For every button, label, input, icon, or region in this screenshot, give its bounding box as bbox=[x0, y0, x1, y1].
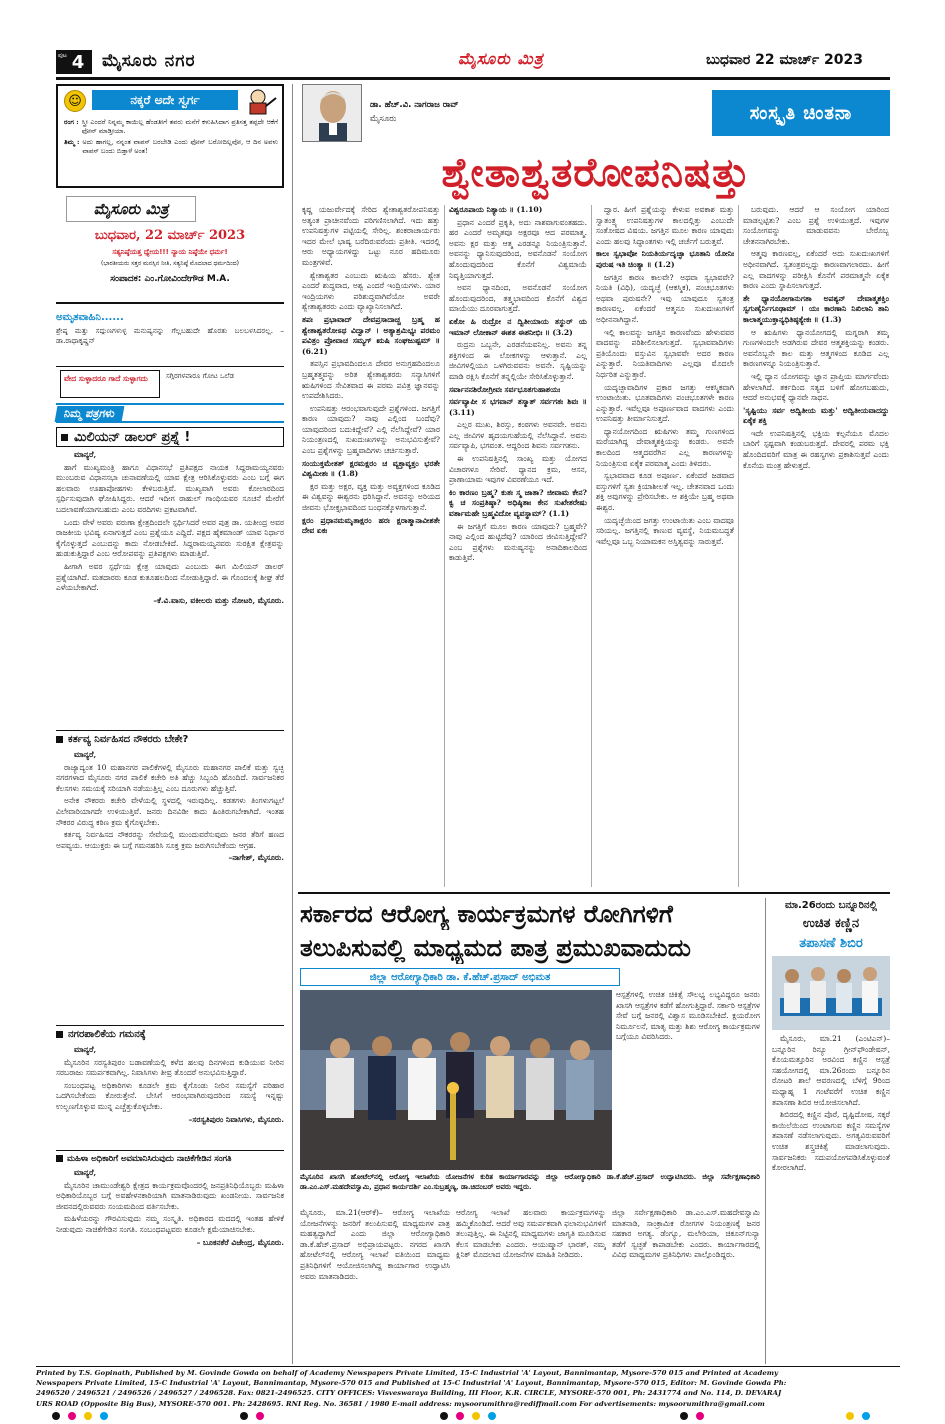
feature-column-2 bbox=[449, 205, 587, 887]
page-number: 4 bbox=[71, 51, 85, 73]
feature-paragraph: ಅವನ ಧ್ಯಾನದಿಂದ, ಅವನೊಡನೆ ಸಂಯೋಗ ಹೊಂದುವುದರಿಂದ, ತತ್ತ್ವಭಾವದಿಂದ ಕೊನೆಗೆ ವಿಶ್ವದ ಮಾಯೆಯು ದೂರವಾಗುತ್ತದೆ. bbox=[449, 283, 587, 314]
registration-dot bbox=[68, 1412, 76, 1420]
feature-paragraph: ಆ ಋಷಿಗಳು ಧ್ಯಾನಯೋಗದಲ್ಲಿ ಮಗ್ನರಾಗಿ ತಮ್ಮ ಗುಣಗಳಿಂದಲೇ ಅಡಗಿರುವ ದೇವರ ಆತ್ಮಶಕ್ತಿಯನ್ನು ಕಂಡರು. ಅವನೊಬ್ಬನೇ ಕಾಲ ಮತ್ತು ಆತ್ಮಗಳಿಂದ ಕೂಡಿದ ಎಲ್ಲ ಕಾರಣಗಳನ್ನೂ ನಿಯಂತ್ರಿಸುತ್ತಾನೆ. bbox=[743, 327, 889, 369]
feature-col-rule bbox=[591, 205, 592, 887]
camp-paragraph: ಶಿಬಿರದಲ್ಲಿ ಕಣ್ಣಿನ ಪೊರೆ, ದೃಷ್ಟಿದೋಷ, ಸಕ್ಕರೆ ಕಾಯಿಲೆಯಿಂದ ಉಂಟಾಗುವ ಕಣ್ಣಿನ ಸಮಸ್ಯೆಗಳ ತಪಾಸಣೆ ನಡೆಸಲಾಗುವುದು. ಅಗತ್ಯವಿರುವವರಿಗೆ ಉಚಿತ ಶಸ್ತ್ರಚಿಕಿತ್ಸೆ ಮಾಡಲಾಗುವುದು. ಸಾರ್ವಜನಿಕರು ಸದುಪಯೋಗಪಡಿಸಿಕೊಳ್ಳುವಂತೆ ಕೋರಲಾಗಿದೆ. bbox=[772, 1110, 890, 1173]
letter-salutation: ಮಾನ್ಯರೆ, bbox=[74, 450, 97, 459]
letters-section-header bbox=[56, 403, 284, 423]
letter-paragraph: ಹಾಗೆ ಮುಖ್ಯಮಂತ್ರಿ ಹಾಗೂ ವಿಧಾನಸಭೆ ಪ್ರತಿಪಕ್ಷದ ನಾಯಕ ಸಿದ್ದರಾಮಯ್ಯನವರು ಮುಂಬರುವ ವಿಧಾನಸಭಾ ಚುನಾವಣೆಯಲ್ಲಿ ಯಾವ ಕ್ಷೇತ್ರ ಆರಿಸಿಕೊಳ್ಳುವರು ಎಂಬ ಬಗ್ಗೆ ಈಗ ಹಲವಾರು ಊಹಾಪೋಹಗಳು ಕೇಳಿಬರುತ್ತಿವೆ. ಮುಖ್ಯವಾಗಿ ಅವರು ಕೋಲಾರದಿಂದ ಸ್ಪರ್ಧಿಸುವುದಾಗಿ ಘೋಷಿಸಿದ್ದರು. ಆದರೆ ಇದೀಗ ರಾಹುಲ್ ಗಾಂಧಿಯವರ ಸೂಚನೆ ಮೇರೆಗೆ ಬದಲಾವಣೆಯಾಗಬಹುದು ಎಂಬ ವರದಿಗಳು ಪ್ರಕಟವಾಗಿವೆ. bbox=[56, 462, 284, 514]
feature-paragraph: ಶ್ವೇತಾಶ್ವತರ ಎಂಬುದು ಋಷಿಯ ಹೆಸರು. ಶ್ವೇತ ಎಂದರೆ ಶುದ್ಧವಾದ, ಅಶ್ವ ಎಂದರೆ ಇಂದ್ರಿಯಗಳು. ಯಾರ ಇಂದ್ರಿಯಗಳು ಪರಿಶುದ್ಧವಾಗಿವೆಯೋ ಅವರೇ ಶ್ವೇತಾಶ್ವತರರು ಎಂದು ವ್ಯಾಖ್ಯಾನಿಸಲಾಗಿದೆ. bbox=[302, 270, 440, 312]
page-header bbox=[56, 48, 890, 76]
verse-text: ಸಂಯುಕ್ತಮೇತತ್ ಕ್ಷರಮಕ್ಷರಂ ಚ ವ್ಯಕ್ತಾವ್ಯಕ್ತಂ ಭರತೇ ವಿಶ್ವಮೀಶಃ ॥ (1.8) bbox=[302, 458, 440, 479]
proverb-left: ವೇದ ಸುಳ್ಳಾದರೂ ಗಾದೆ ಸುಳ್ಳಾಗದು bbox=[60, 370, 160, 398]
bullet-square-icon bbox=[56, 1031, 63, 1038]
paper-date: ಬುಧವಾರ, 22 ಮಾರ್ಚ್ 2023 bbox=[94, 228, 246, 243]
letter-1-title bbox=[56, 427, 284, 447]
letter-paragraph: ರಾಜ್ಯಾದ್ಯಂತ 10 ಮಹಾನಗರ ಪಾಲಿಕೆಗಳಲ್ಲಿ ಮೈಸೂರು ಮಹಾನಗರ ಪಾಲಿಕೆ ಮತ್ತು ಸ್ವಚ್ಛ ನಗರಗಳಾದ ಮೈಸೂರು ನಗರ ಪಾಲಿಕೆ ಕಚೇರಿ ಅತಿ ಹೆಚ್ಚು ಸಿಬ್ಬಂದಿ ಹೊಂದಿದೆ. ಸಾರ್ವಜನಿಕರ ಕೆಲಸಗಳು ಸಮಯಕ್ಕೆ ಸರಿಯಾಗಿ ನಡೆಯುತ್ತಿಲ್ಲ ಎಂಬ ದೂರುಗಳು ಹೆಚ್ಚುತ್ತಿವೆ. bbox=[56, 762, 284, 793]
registration-dot bbox=[84, 1412, 92, 1420]
imprint-line: 2496520 / 2496521 / 2496526 / 2496527 / 2496528. Fax: 0821-2496525. CITY OFFICES: Visveswaraya Building, III Floor, K.R. CIRCLE, MYSORE-570 001, Ph: 2431774 and No. 114, D. DEVARAJ bbox=[36, 1389, 782, 1398]
paper-logo: ಮೈಸೂರು ಮಿತ್ರ bbox=[66, 196, 196, 222]
feature-body bbox=[298, 205, 890, 887]
quote-rule bbox=[56, 366, 284, 367]
laugh-icon: ☺ bbox=[64, 90, 86, 112]
letter-salutation: ಮಾನ್ಯರೆ, bbox=[74, 1168, 97, 1177]
bullet-square-icon bbox=[61, 434, 68, 441]
paper-subtagline: (ಭಾರತೀಯರು ಸತ್ತರ ಮನಸ್ಸಿನ ನೀತಿ, ಸತ್ಯನಿಷ್ಠೆ ಮೊದಲಾದ ಧರ್ಮದಿಂದ) bbox=[101, 260, 239, 267]
registration-dot bbox=[696, 1412, 704, 1420]
registration-dot bbox=[472, 1412, 480, 1420]
registration-dot bbox=[456, 1412, 464, 1420]
joke-title: ನಕ್ಕರೆ ಅದೇ ಸ್ವರ್ಗ bbox=[92, 90, 238, 110]
letter-signature: – ಬೂಕನಕೆರೆ ವಿಜೇಂದ್ರ, ಮೈಸೂರು. bbox=[196, 1237, 284, 1247]
letter-paragraph: ಒಂದು ವೇಳೆ ಅವರು ವರುಣಾ ಕ್ಷೇತ್ರದಿಂದಲೇ ಸ್ಪರ್ಧಿಸಿದರೆ ಅವರ ಪುತ್ರ ಡಾ. ಯತೀಂದ್ರ ಅವರ ರಾಜಕೀಯ ಭವಿಷ್ಯ ಏನಾಗುತ್ತದೆ ಎಂಬ ಪ್ರಶ್ನೆಯೂ ಎದ್ದಿದೆ. ಪಕ್ಷದ ಹೈಕಮಾಂಡ್ ಯಾವ ನಿರ್ಧಾರ ಕೈಗೊಳ್ಳುತ್ತದೆ ಎಂಬುದನ್ನು ಕಾದು ನೋಡಬೇಕಿದೆ. ಸಿದ್ದರಾಮಯ್ಯನವರು ಸುರಕ್ಷಿತ ಕ್ಷೇತ್ರವನ್ನು ಹುಡುಕುತ್ತಿದ್ದಾರೆ ಎಂಬ ಆರೋಪವನ್ನು ಪ್ರತಿಪಕ್ಷಗಳು ಮಾಡುತ್ತಿವೆ. bbox=[56, 517, 284, 559]
joke-text-1: ಸ್ತ್ರೀ ಎಂದರೆ ನಿನ್ನಮ್ಮ ಕಾಯಿಲ್ಲ ಹೆಂಡತೀಗೆ ತವರು ಮನೆಗೆ ಕಳುಹಿಸಿದಾಗ ಪ್ರತಿಸತ್ತ ತಪ್ಪದೇ ಆಕೆಗೆ ಫೋನ್ ಮಾಡ್ತೀಯಾ. bbox=[81, 118, 278, 136]
feature-column-4 bbox=[743, 205, 889, 887]
imprint-line: URS ROAD (Opposite Big Bus), MYSORE-570 001. Ph: 2428695. RNI Reg. No. 36581 / 1980 E-mail address: mysoorumithra@rediffmail.com For advertisements: mysoorumithra@gmail.com bbox=[36, 1399, 765, 1408]
joke-lines bbox=[64, 118, 278, 186]
author-name: ಡಾ. ಹೆಚ್.ವಿ. ನಾಗರಾಜ ರಾವ್ bbox=[370, 100, 459, 110]
letter-paragraph: ಮಹಿಳೆಯರನ್ನು ಗೌರವಿಸುವುದು ನಮ್ಮ ಸಂಸ್ಕೃತಿ. ಅಧಿಕಾರದ ಮದದಲ್ಲಿ ಇಂತಹ ಹೇಳಿಕೆ ನೀಡುವುದು ನಾಚಿಕೆಗೇಡಿನ ಸಂಗತಿ. ಸಂಬಂಧಪಟ್ಟವರು ಕೂಡಲೇ ಕ್ಷಮೆಯಾಚಿಸಬೇಕು. bbox=[56, 1214, 284, 1234]
header-rule bbox=[56, 77, 890, 80]
verse-text: ತಪಃ ಪ್ರಭಾವಾದ್ ದೇವಪ್ರಸಾದಾಚ್ಚ ಬ್ರಹ್ಮ ಹ ಶ್ವೇತಾಶ್ವತರೋಽಥ ವಿದ್ವಾನ್ । ಅತ್ಯಾಶ್ರಮಿಭ್ಯಃ ಪರಮಂ ಪವಿತ್ರಂ ಪ್ರೋವಾಚ ಸಮ್ಯಗ್ ಋಷಿ ಸಂಘಜುಷ್ಟಮ್ ॥ (6.21) bbox=[302, 314, 440, 356]
health-headline-1: ಸರ್ಕಾರದ ಆರೋಗ್ಯ ಕಾರ್ಯಕ್ರಮಗಳ ರೋಗಿಗಳಿಗೆ bbox=[300, 900, 673, 928]
byline-text: ಜಿಲ್ಲಾ ಆರೋಗ್ಯಾಧಿಕಾರಿ ಡಾ. ಕೆ.ಹೆಚ್.ಪ್ರಸಾದ್ ಅಭಿಮತ bbox=[369, 971, 551, 983]
letter-title: ಕರ್ತವ್ಯ ನಿರ್ವಹಿಸದ ನೌಕರರು ಬೇಕೇ? bbox=[68, 734, 189, 745]
verse-text: ಸರ್ವವ್ಯಾಪೀ ಸ ಭಗವಾನ್ ತಸ್ಮಾತ್ ಸರ್ವಗತಃ ಶಿವಃ ॥ (3.11) bbox=[449, 397, 587, 417]
registration-dot bbox=[680, 1412, 688, 1420]
column-separator bbox=[292, 84, 293, 1364]
verse-text: ಏಕೋ ಹಿ ರುದ್ರೋ ನ ದ್ವಿತೀಯಾಯ ತಸ್ಥುರ್ ಯ ಇಮಾನ್ ಲೋಕಾನ್ ಈಶತ ಈಶನೀಭಿಃ ॥ (3.2) bbox=[449, 316, 587, 337]
camp-headline-3: ತಪಾಸಣೆ ಶಿಬಿರ bbox=[799, 936, 863, 951]
letter-3-title bbox=[56, 1025, 284, 1043]
feature-paragraph: ಆತ್ಮವು ಕಾರಣವಲ್ಲ, ಏಕೆಂದರೆ ಅದು ಸುಖದುಃಖಗಳಿಗೆ ಅಧೀನವಾಗಿದೆ. ಸ್ವತಂತ್ರವಲ್ಲದ್ದು ಕಾರಣವಾಗಲಾರದು. ಹೀಗೆ ಎಲ್ಲ ವಾದಗಳನ್ನು ಪರೀಕ್ಷಿಸಿ ಕೊನೆಗೆ ಪರಮಾತ್ಮನೇ ಏಕೈಕ ಕಾರಣ ಎಂದು ಸ್ಥಾಪಿಸಲಾಗುತ್ತದೆ. bbox=[743, 249, 889, 291]
camp-headline-1: ಮಾ.26ರಂದು ಬನ್ನೂರಿನಲ್ಲಿ bbox=[784, 900, 878, 911]
feature-paragraph: ದ್ವಾರ. ಹೀಗೆ ಪ್ರಶ್ನೆಯನ್ನು ಕೇಳುವ ಅವಕಾಶ ಮತ್ತು ಸ್ವಾತಂತ್ರ್ಯ ಉಪನಿಷತ್ತುಗಳ ಕಾಲದಲ್ಲಿತ್ತು ಎಂಬುದೇ ಸಂತೋಷದ ವಿಷಯ. ಜಗತ್ತಿನ ಮೂಲ ಕಾರಣ ಯಾವುದು ಎಂದು ಹಲವು ಸಿದ್ಧಾಂತಗಳು ಇಲ್ಲಿ ಚರ್ಚೆಗೆ ಬರುತ್ತವೆ. bbox=[596, 205, 734, 246]
feature-paragraph: ತಪಸ್ಸಿನ ಪ್ರಭಾವದಿಂದಲೂ ದೇವರ ಅನುಗ್ರಹದಿಂದಲೂ ಬ್ರಹ್ಮತತ್ತ್ವವನ್ನು ಅರಿತ ಶ್ವೇತಾಶ್ವತರರು ಸನ್ಯಾಸಿಗಳಿಗೆ ಋಷಿಗಳಿಂದ ಸೇವಿತವಾದ ಈ ಪರಮ ಪವಿತ್ರ ಜ್ಞಾನವನ್ನು ಉಪದೇಶಿಸಿದರು. bbox=[302, 359, 440, 401]
feature-paragraph: ಇದೇ ಉಪನಿಷತ್ತಿನಲ್ಲಿ ಭಕ್ತಿಯ ಕಲ್ಪನೆಯೂ ಮೊದಲ ಬಾರಿಗೆ ಸ್ಪಷ್ಟವಾಗಿ ಕಂಡುಬರುತ್ತದೆ. ದೇವರಲ್ಲಿ ಪರಮ ಭಕ್ತಿ ಹೊಂದಿದವರಿಗೆ ಮಾತ್ರ ಈ ರಹಸ್ಯಗಳು ಪ್ರಕಾಶಿಸುತ್ತವೆ ಎಂದು ಕೊನೆಯ ಮಂತ್ರ ಹೇಳುತ್ತದೆ. bbox=[743, 428, 889, 470]
camp-photo bbox=[772, 956, 890, 1030]
quote-box bbox=[56, 312, 284, 364]
verse-text: ತೇ ಧ್ಯಾನಯೋಗಾನುಗತಾ ಅಪಶ್ಯನ್ ದೇವಾತ್ಮಶಕ್ತಿಂ ಸ್ವಗುಣೈರ್ನಿಗೂಢಾಮ್ । ಯಃ ಕಾರಣಾನಿ ನಿಖಿಲಾನಿ ತಾನಿ ಕಾಲಾತ್ಮಯುಕ್ತಾನ್ಯಧಿತಿಷ್ಠತ್ಯೇಕಃ ॥ (1.3) bbox=[743, 293, 889, 324]
author-place: ಮೈಸೂರು bbox=[370, 114, 397, 124]
imprint bbox=[36, 1368, 900, 1410]
proverb-box bbox=[56, 370, 284, 398]
feature-paragraph: ಈ ಉಪನಿಷತ್ತಿನಲ್ಲಿ ಸಾಂಖ್ಯ ಮತ್ತು ಯೋಗದ ವಿಚಾರಗಳೂ ಸೇರಿವೆ. ಧ್ಯಾನದ ಕ್ರಮ, ಆಸನ, ಪ್ರಾಣಾಯಾಮ ಇವುಗಳ ವಿವರಣೆಯೂ ಇದೆ. bbox=[449, 454, 587, 485]
health-event-photo bbox=[300, 990, 612, 1170]
letter-paragraph: ಹೀಗಾಗಿ ಅವರ ಸ್ಪರ್ಧೆಯ ಕ್ಷೇತ್ರ ಯಾವುದು ಎಂಬುದು ಈಗ ಮಿಲಿಯನ್ ಡಾಲರ್ ಪ್ರಶ್ನೆಯಾಗಿದೆ. ಮತದಾರರು ಕೂಡ ಕುತೂಹಲದಿಂದ ನೋಡುತ್ತಿದ್ದಾರೆ. ಈ ಗೊಂದಲಕ್ಕೆ ಶೀಘ್ರ ತೆರೆ ಎಳೆಯಬೇಕಾಗಿದೆ. bbox=[56, 561, 284, 593]
letter-4-title bbox=[56, 1150, 284, 1166]
imprint-line: Printed by T.S. Gopinath, Published by M. Govinde Gowda on behalf of Academy Newspapers Private Limited, 15-C Industrial 'A' Layout, Bannimantap, Mysore-570 015 and Printed at Academy bbox=[36, 1369, 779, 1377]
column-name: ಸಂಸ್ಕೃತಿ ಚಿಂತನಾ bbox=[712, 90, 890, 136]
health-column-3: ಆಸ್ಪತ್ರೆಗಳಲ್ಲಿ ಉಚಿತ ಚಿಕಿತ್ಸೆ ಸೌಲಭ್ಯ ಲಭ್ಯವಿದ್ದರೂ ಜನರು ಖಾಸಗಿ ಆಸ್ಪತ್ರೆಗಳ ಕಡೆಗೆ ಹೋಗುತ್ತಿದ್ದಾರೆ. ಸರ್ಕಾರಿ ಆಸ್ಪತ್ರೆಗಳ ಸೇವೆ ಬಗ್ಗೆ ಜನರಲ್ಲಿ ವಿಶ್ವಾಸ ಮೂಡಿಸಬೇಕಿದೆ. ಕ್ಷಯರೋಗ ನಿರ್ಮೂಲನೆ, ಮಾತೃ ಮತ್ತು ಶಿಶು ಆರೋಗ್ಯ ಕಾರ್ಯಕ್ರಮಗಳ ಬಗ್ಗೆಯೂ ವಿವರಿಸಿದರು. bbox=[616, 990, 760, 1042]
camp-paragraph: ಮೈಸೂರು, ಮಾ.21 (ಎಂಟಿಎನ್)– ಬನ್ನೂರಿನ ರಿನ್ಯೂ ಗ್ರೀನ್‌ಫೌಂಡೇಷನ್, ಕೊಯಮತ್ತೂರಿನ ಅರವಿಂದ ಕಣ್ಣಿನ ಆಸ್ಪತ್ರೆ ಸಹಯೋಗದಲ್ಲಿ ಮಾ.26ರಂದು ಬನ್ನೂರಿನ ರೋಟರಿ ಶಾಲೆ ಆವರಣದಲ್ಲಿ ಬೆಳಿಗ್ಗೆ 9ರಿಂದ ಮಧ್ಯಾಹ್ನ 1 ಗಂಟೆವರೆಗೆ ಉಚಿತ ಕಣ್ಣಿನ ತಪಾಸಣಾ ಶಿಬಿರ ಆಯೋಜಿಸಲಾಗಿದೆ. bbox=[772, 1034, 890, 1107]
camp-headline-2: ಉಚಿತ ಕಣ್ಣಿನ bbox=[802, 916, 860, 931]
feature-paragraph: ಯದೃಚ್ಛೆಯಿಂದ ಜಗತ್ತು ಉಂಟಾಯಿತು ಎಂಬ ವಾದವೂ ಸರಿಯಲ್ಲ. ಜಗತ್ತಿನಲ್ಲಿ ಕಾಣುವ ವ್ಯವಸ್ಥೆ, ನಿಯಮಬದ್ಧತೆ ಇವೆಲ್ಲವೂ ಒಬ್ಬ ನಿಯಾಮಕನ ಅಸ್ತಿತ್ವವನ್ನು ಸಾರುತ್ತವೆ. bbox=[596, 515, 734, 546]
verse-text: ಕಾಲಃ ಸ್ವಭಾವೋ ನಿಯತಿರ್ಯದೃಚ್ಛಾ ಭೂತಾನಿ ಯೋನಿಃ ಪುರುಷ ಇತಿ ಚಿಂತ್ಯಾ ॥ (1.2) bbox=[596, 249, 734, 269]
health-column-1: ಮೈಸೂರು, ಮಾ.21(ಆರ್‌ಕೆ)– ಆರೋಗ್ಯ ಇಲಾಖೆಯ ಯೋಜನೆಗಳನ್ನು ಜನರಿಗೆ ತಲುಪಿಸುವಲ್ಲಿ ಮಾಧ್ಯಮಗಳ ಪಾತ್ರ ಮಹತ್ವದ್ದಾಗಿದೆ ಎಂದು ಜಿಲ್ಲಾ ಆರೋಗ್ಯಾಧಿಕಾರಿ ಡಾ.ಕೆ.ಹೆಚ್.ಪ್ರಸಾದ್ ಅಭಿಪ್ರಾಯಪಟ್ಟರು. ನಗರದ ಖಾಸಗಿ ಹೋಟೆಲ್‌ನಲ್ಲಿ ಆರೋಗ್ಯ ಇಲಾಖೆ ವತಿಯಿಂದ ಮಾಧ್ಯಮ ಪ್ರತಿನಿಧಿಗಳಿಗೆ ಆಯೋಜಿಸಲಾಗಿದ್ದ ಕಾರ್ಯಾಗಾರ ಉದ್ಘಾಟಿಸಿ ಅವರು ಮಾತನಾಡಿದರು. bbox=[300, 1208, 450, 1281]
letter-paragraph: ಕರ್ತವ್ಯ ನಿರ್ವಹಿಸದ ನೌಕರರನ್ನು ಸೇವೆಯಲ್ಲಿ ಮುಂದುವರೆಸುವುದು ಜನರ ತೆರಿಗೆ ಹಣದ ಅಪವ್ಯಯ. ಆಯುಕ್ತರು ಈ ಬಗ್ಗೆ ಗಮನಹರಿಸಿ ಸೂಕ್ತ ಕ್ರಮ ಜರುಗಿಸಬೇಕೆಂದು ಆಗ್ರಹ. bbox=[56, 830, 284, 850]
letter-paragraph: ಮೈಸೂರಿನ ಚಾಮುಂಡೇಶ್ವರಿ ಕ್ಷೇತ್ರದ ಕಾರ್ಯಕ್ರಮವೊಂದರಲ್ಲಿ ಜನಪ್ರತಿನಿಧಿಯೊಬ್ಬರು ಮಹಿಳಾ ಅಧಿಕಾರಿಯೊಬ್ಬರ ಬಗ್ಗೆ ಅವಹೇಳನಕಾರಿಯಾಗಿ ಮಾತನಾಡಿರುವುದು ಖಂಡನೀಯ. ಸಾರ್ವಜನಿಕ ಜೀವನದಲ್ಲಿರುವವರು ಸಂಯಮದಿಂದ ವರ್ತಿಸಬೇಕು. bbox=[56, 1180, 284, 1211]
health-headline-2: ತಲುಪಿಸುವಲ್ಲಿ ಮಾಧ್ಯಮದ ಪಾತ್ರ ಪ್ರಮುಖವಾದುದು bbox=[300, 934, 691, 962]
letter-title: ಮಿಲಿಯನ್ ಡಾಲರ್ ಪ್ರಶ್ನೆ ! bbox=[74, 429, 191, 445]
health-column-4: ಜಿಲ್ಲಾ ಸರ್ವೇಕ್ಷಣಾಧಿಕಾರಿ ಡಾ.ಎಂ.ಎಸ್.ಮಹದೇವಸ್ವಾಮಿ ಮಾತನಾಡಿ, ಸಾಂಕ್ರಾಮಿಕ ರೋಗಗಳ ನಿಯಂತ್ರಣಕ್ಕೆ ಜನರ ಸಹಕಾರ ಅಗತ್ಯ. ಡೆಂಗ್ಯೂ, ಮಲೇರಿಯಾ, ಚಿಕೂನ್‌ಗುನ್ಯಾ ತಡೆಗೆ ಸ್ವಚ್ಛತೆ ಕಾಪಾಡಬೇಕು ಎಂದರು. ಕಾರ್ಯಾಗಾರದಲ್ಲಿ ವಿವಿಧ ಮಾಧ್ಯಮಗಳ ಪ್ರತಿನಿಧಿಗಳು ಪಾಲ್ಗೊಂಡಿದ್ದರು. bbox=[612, 1208, 760, 1260]
letter-paragraph: ಸಂಬಂಧಪಟ್ಟ ಅಧಿಕಾರಿಗಳು ಕೂಡಲೇ ಕ್ರಮ ಕೈಗೊಂಡು ನೀರಿನ ಸಮಸ್ಯೆಗೆ ಪರಿಹಾರ ಒದಗಿಸಬೇಕೆಂದು ಕೋರುತ್ತೇನೆ. ಬೇಸಿಗೆ ಆರಂಭವಾಗಿರುವುದರಿಂದ ಸಮಸ್ಯೆ ಇನ್ನಷ್ಟು ಉಲ್ಬಣಗೊಳ್ಳುವ ಮುನ್ನ ಎಚ್ಚೆತ್ತುಕೊಳ್ಳಬೇಕು. bbox=[56, 1080, 284, 1111]
letter-3-body bbox=[56, 1045, 284, 1147]
feature-paragraph: ಸ್ವಭಾವವಾದ ಕೂಡ ಅಪೂರ್ಣ. ಏಕೆಂದರೆ ಜಡವಾದ ವಸ್ತುಗಳಿಗೆ ಸ್ವತಃ ಕ್ರಿಯಾಶೀಲತೆ ಇಲ್ಲ. ಚೇತನವಾದ ಒಂದು ಶಕ್ತಿ ಅವುಗಳನ್ನು ಪ್ರೇರಿಸಬೇಕು. ಆ ಶಕ್ತಿಯೇ ಬ್ರಹ್ಮ ಅಥವಾ ಈಶ್ವರ. bbox=[596, 471, 734, 513]
feature-col-rule bbox=[444, 205, 445, 887]
feature-paragraph: ಜಗತ್ತಿನ ಕಾರಣ ಕಾಲವೇ? ಅಥವಾ ಸ್ವಭಾವವೇ? ನಿಯತಿ (ವಿಧಿ), ಯದೃಚ್ಛೆ (ಆಕಸ್ಮಿಕ), ಪಂಚಭೂತಗಳು ಅಥವಾ ಪುರುಷನೇ? ಇವು ಯಾವುದೂ ಸ್ವತಂತ್ರ ಕಾರಣವಲ್ಲ. ಏಕೆಂದರೆ ಆತ್ಮನೂ ಸುಖದುಃಖಗಳಿಗೆ ಅಧೀನನಾಗಿದ್ದಾನೆ. bbox=[596, 272, 734, 324]
registration-dot bbox=[846, 1412, 854, 1420]
verse-text: ಕ್ಷರಂ ಪ್ರಧಾನಮಮೃತಾಕ್ಷರಂ ಹರಃ ಕ್ಷರಾತ್ಮಾನಾವೀಶತೇ ದೇವ ಏಕಃ bbox=[302, 515, 440, 536]
verse-text: ವಿಶ್ವರೂಪಾಯ ನಿತ್ಯಾಯ ॥ (1.10) bbox=[449, 205, 543, 214]
feature-paragraph: ಉಪನಿಷತ್ತು ಆರಂಭವಾಗುವುದೇ ಪ್ರಶ್ನೆಗಳಿಂದ. ಜಗತ್ತಿಗೆ ಕಾರಣ ಯಾವುದು? ನಾವು ಎಲ್ಲಿಂದ ಬಂದೆವು? ಯಾವುದರಿಂದ ಬದುಕಿದ್ದೇವೆ? ಎಲ್ಲಿ ನೆಲೆಸಿದ್ದೇವೆ? ಯಾರ ನಿಯಂತ್ರಣದಲ್ಲಿ ಸುಖದುಃಖಗಳನ್ನು ಅನುಭವಿಸುತ್ತೇವೆ? ಎಂಬ ಪ್ರಶ್ನೆಗಳನ್ನು ಬ್ರಹ್ಮವಾದಿಗಳು ಚರ್ಚಿಸುತ್ತಾರೆ. bbox=[302, 403, 440, 456]
registration-dot bbox=[862, 1412, 870, 1420]
joke-speaker-1: ರಂಗ : bbox=[64, 118, 79, 126]
registration-dot bbox=[488, 1412, 496, 1420]
feature-paragraph: ಪ್ರಧಾನ ಎಂದರೆ ಪ್ರಕೃತಿ, ಅದು ನಾಶವಾಗುವಂತಹದು. ಹರ ಎಂದರೆ ಅಮೃತವೂ ಅಕ್ಷರವೂ ಆದ ಪರಮಾತ್ಮ. ಅವನು ಕ್ಷರ ಮತ್ತು ಆತ್ಮ ಎರಡನ್ನೂ ನಿಯಂತ್ರಿಸುತ್ತಾನೆ. ಅವನನ್ನು ಧ್ಯಾನಿಸುವುದರಿಂದ, ಅವನೊಡನೆ ಸಂಯೋಗ ಹೊಂದುವುದರಿಂದ ಕೊನೆಗೆ ವಿಶ್ವಮಾಯೆ ನಿವೃತ್ತಿಯಾಗುತ್ತದೆ. bbox=[449, 217, 587, 280]
page-label: ಪುಟ bbox=[58, 52, 67, 59]
quote-title: ಅಮೃತವಾಹಿನಿ...... bbox=[56, 312, 124, 323]
letter-1-body bbox=[56, 450, 284, 726]
paper-info-box bbox=[56, 192, 284, 304]
letter-signature: –ಕೆ.ವಿ.ವಾಸು, ವಕೀಲರು ಮತ್ತು ನೋಟರಿ, ಮೈಸೂರು. bbox=[153, 595, 284, 605]
feature-paragraph: ರುದ್ರನು ಒಬ್ಬನೇ, ಎರಡನೆಯವನಿಲ್ಲ. ಅವನು ತನ್ನ ಶಕ್ತಿಗಳಿಂದ ಈ ಲೋಕಗಳನ್ನು ಆಳುತ್ತಾನೆ. ಎಲ್ಲ ಜೀವಿಗಳಲ್ಲಿಯೂ ಒಳಗಿರುವವನು ಅವನೇ. ಸೃಷ್ಟಿಯನ್ನು ಮಾಡಿ ರಕ್ಷಿಸಿ ಕೊನೆಗೆ ತನ್ನಲ್ಲಿಯೇ ಸೇರಿಸಿಕೊಳ್ಳುತ್ತಾನೆ. bbox=[449, 340, 587, 381]
letter-4-body bbox=[56, 1168, 284, 1362]
feature-paragraph: ಧ್ಯಾನಯೋಗದಿಂದ ಋಷಿಗಳು ತಮ್ಮ ಗುಣಗಳಿಂದ ಮರೆಯಾಗಿದ್ದ ದೇವಾತ್ಮಶಕ್ತಿಯನ್ನು ಕಂಡರು. ಅವನೇ ಕಾಲದಿಂದ ಆತ್ಮದವರೆಗಿನ ಎಲ್ಲ ಕಾರಣಗಳನ್ನು ನಿಯಂತ್ರಿಸುವ ಏಕೈಕ ಪರಮಾತ್ಮ ಎಂದು ತಿಳಿದರು. bbox=[596, 426, 734, 468]
paper-editor: ಸಂಪಾದಕ: ಎಂ.ಗೋವಿಂದೇಗೌಡ M.A. bbox=[110, 274, 230, 284]
feature-paragraph: ಈ ಜಗತ್ತಿಗೆ ಮೂಲ ಕಾರಣ ಯಾವುದು? ಬ್ರಹ್ಮವೇ? ನಾವು ಎಲ್ಲಿಂದ ಹುಟ್ಟಿದೆವು? ಯಾರಿಂದ ಜೀವಿಸುತ್ತಿದ್ದೇವೆ? ಎಂಬ ಪ್ರಶ್ನೆಗಳು ಮನುಷ್ಯನನ್ನು ಅನಾದಿಕಾಲದಿಂದ ಕಾಡುತ್ತಿವೆ. bbox=[449, 521, 587, 563]
feature-column-3 bbox=[596, 205, 734, 887]
letter-salutation: ಮಾನ್ಯರೆ, bbox=[74, 750, 97, 759]
issue-date: ಬುಧವಾರ 22 ಮಾರ್ಚ್ 2023 bbox=[706, 52, 863, 68]
letter-paragraph: ಅನೇಕ ನೌಕರರು ಕಚೇರಿ ವೇಳೆಯಲ್ಲಿ ಸ್ಥಳದಲ್ಲಿ ಇರುವುದಿಲ್ಲ. ಕಡತಗಳು ತಿಂಗಳುಗಟ್ಟಲೆ ವಿಲೇವಾರಿಯಾಗದೇ ಉಳಿಯುತ್ತಿವೆ. ಜನರು ದಿನವಿಡೀ ಕಾದು ಹಿಂತಿರುಗಬೇಕಾಗಿದೆ. ಇಂತಹ ನೌಕರರ ವಿರುದ್ಧ ಕಠಿಣ ಕ್ರಮ ಕೈಗೊಳ್ಳಬೇಕು. bbox=[56, 796, 284, 827]
letters-section-title: ನಿಮ್ಮ ಪತ್ರಗಳು bbox=[55, 406, 124, 422]
joke-text-2: ಅದು ಹಾಗಲ್ಲ, ನನ್ನಂತ ವಾಪಸ್ ಬರಬೇಡಿ ಎಂದು ಫೋನ್ ಬರೋದಿಲ್ಲವೋ, ಆ ದಿನ ಅವಳು ವಾಪಸ್ ಬಂದು ಬಿಡ್ತಾಳೆ ಅಂತ! bbox=[82, 137, 278, 156]
page-number-box bbox=[56, 50, 92, 74]
feature-paragraph: ಕ್ಷರ ಮತ್ತು ಅಕ್ಷರ, ವ್ಯಕ್ತ ಮತ್ತು ಅವ್ಯಕ್ತಗಳಿಂದ ಕೂಡಿದ ಈ ವಿಶ್ವವನ್ನು ಈಶ್ವರನು ಧರಿಸಿದ್ದಾನೆ. ಅವನನ್ನು ಅರಿಯದ ಜೀವನು ಭೋಕ್ತೃಭಾವದಿಂದ ಬಂಧನಕ್ಕೊಳಗಾಗುತ್ತಾನೆ. bbox=[302, 481, 440, 513]
camp-body bbox=[772, 1034, 890, 1362]
feature-paragraph: ಯದೃಚ್ಛಾವಾದಿಗಳ ಪ್ರಕಾರ ಜಗತ್ತು ಆಕಸ್ಮಿಕವಾಗಿ ಉಂಟಾಯಿತು. ಭೂತವಾದಿಗಳು ಪಂಚಭೂತಗಳೇ ಕಾರಣ ಎನ್ನುತ್ತಾರೆ. ಇವೆಲ್ಲವೂ ಅಪೂರ್ಣವಾದ ವಾದಗಳು ಎಂದು ಉಪನಿಷತ್ತು ತೀರ್ಮಾನಿಸುತ್ತದೆ. bbox=[596, 382, 734, 424]
imprint-line: Newspapers Private Limited, 15-C Industrial 'A' Layout, Bannimantap, Mysore-570 015 and Published at 15-C Industrial 'A' Layout, Bannimantap, Mysore-570 015, Editor: M. Govinde Gowda Ph: bbox=[36, 1379, 787, 1388]
letter-2-body bbox=[56, 750, 284, 1022]
paper-tagline: ಸತ್ಯನಿಷ್ಠೆಯತ್ತ ಧ್ಯೇಯ!!! ನ್ಯಾಯ ನಿಷ್ಠೆಯೇ ಧರ್ಮ! bbox=[112, 248, 228, 256]
author-photo bbox=[302, 84, 362, 142]
letter-title: ಮಹಿಳಾ ಅಧಿಕಾರಿಗೆ ಅವಮಾನಿಸಿರುವುದು ನಾಚಿಕೆಗೇಡಿನ ಸಂಗತಿ bbox=[67, 1153, 232, 1163]
feature-column-1 bbox=[302, 205, 440, 887]
proverb-right: ಸಗ್ಗಿರಗಳವಾರೂ ಗೋಟ ಒಲೆಡ bbox=[166, 372, 234, 380]
feature-paragraph: ಕೃಷ್ಣ ಯಜುರ್ವೇದಕ್ಕೆ ಸೇರಿದ ಶ್ವೇತಾಶ್ವತರೋಪನಿಷತ್ತು ಅತ್ಯಂತ ಪ್ರಾಚೀನವೆಂದು ಪರಿಗಣಿಸಲಾಗಿದೆ. ಇದು ಹತ್ತು ಉಪನಿಷತ್ತುಗಳ ಪಟ್ಟಿಯಲ್ಲಿ ಸೇರಿಲ್ಲ. ಶಂಕರಾಚಾರ್ಯರು ಇದರ ಮೇಲೆ ಭಾಷ್ಯ ಬರೆದಿರುವರೆಂದು ಪ್ರತೀತಿ. ಇದರಲ್ಲಿ ಆರು ಅಧ್ಯಾಯಗಳಿದ್ದು ಒಟ್ಟು ನೂರ ಹದಿಮೂರು ಮಂತ್ರಗಳಿವೆ. bbox=[302, 205, 440, 267]
feature-paragraph: ಇಲ್ಲಿ ಕಾಲವನ್ನು ಜಗತ್ತಿನ ಕಾರಣವೆಂದು ಹೇಳುವವರ ವಾದವನ್ನು ಪರಿಶೀಲಿಸಲಾಗುತ್ತದೆ. ಸ್ವಭಾವವಾದಿಗಳು ಪ್ರತಿಯೊಂದು ವಸ್ತುವಿನ ಸ್ವಭಾವವೇ ಅದರ ಕಾರಣ ಎನ್ನುತ್ತಾರೆ. ನಿಯತಿವಾದಿಗಳು ಎಲ್ಲವೂ ಮೊದಲೇ ನಿರ್ಧರಿತ ಎನ್ನುತ್ತಾರೆ. bbox=[596, 327, 734, 379]
registration-dot bbox=[440, 1412, 448, 1420]
feature-paragraph: ಬರುವುದು. ಆದರೆ ಆ ಸಂಯೋಗ ಯಾರಿಂದ ಮಾಡಲ್ಪಟ್ಟಿತು? ಎಂಬ ಪ್ರಶ್ನೆ ಉಳಿಯುತ್ತದೆ. ಇವುಗಳ ಸಂಯೋಗವನ್ನು ಮಾಡುವವನು ಬೇರೊಬ್ಬ ಚೇತನನಾಗಿರಬೇಕು. bbox=[743, 205, 889, 246]
feature-paragraph: ಎಲ್ಲರ ಮುಖ, ಶಿರಸ್ಸು, ಕಂಠಗಳು ಅವನವೇ. ಅವನು ಎಲ್ಲ ಜೀವಿಗಳ ಹೃದಯಗುಹೆಯಲ್ಲಿ ನೆಲೆಸಿದ್ದಾನೆ. ಅವನು ಸರ್ವವ್ಯಾಪಿ, ಭಗವಂತ. ಆದ್ದರಿಂದ ಶಿವನು ಸರ್ವಗತನು. bbox=[449, 420, 587, 451]
registration-dot bbox=[256, 1412, 264, 1420]
letter-salutation: ಮಾನ್ಯರೆ, bbox=[74, 1045, 97, 1054]
quote-text: ಶ್ರೇಷ್ಠ ಮತ್ತು ಸದ್ಗುಣಗಳುಳ್ಳ ಮನುಷ್ಯನನ್ನು ಗೆಲ್ಲಬಹುದೇ ಹೊರತು ಬಲಬಳಸಿದರಲ್ಲ. –ಡಾ.ರಾಧಾಕೃಷ್ಣನ್ bbox=[56, 326, 284, 345]
letter-signature: –ಸರಸ್ವತಿಪುರಂ ನಿವಾಸಿಗಳು, ಮೈಸೂರು. bbox=[188, 1114, 284, 1124]
health-photo-caption: ಮೈಸೂರಿನ ಖಾಸಗಿ ಹೋಟೆಲ್‌ನಲ್ಲಿ ಆರೋಗ್ಯ ಇಲಾಖೆಯ ಯೋಜನೆಗಳ ಕುರಿತ ಕಾರ್ಯಾಗಾರವನ್ನು ಜಿಲ್ಲಾ ಆರೋಗ್ಯಾಧಿಕಾರಿ ಡಾ.ಕೆ.ಹೆಚ್.ಪ್ರಸಾದ್ ಉದ್ಘಾಟಿಸಿದರು. ಜಿಲ್ಲಾ ಸರ್ವೇಕ್ಷಣಾಧಿಕಾರಿ ಡಾ.ಎಂ.ಎಸ್.ಮಹದೇವಸ್ವಾಮಿ, ಪ್ರಧಾನ ಕಾರ್ಯದರ್ಶಿ ಎಂ.ಸುಬ್ರಹ್ಮಣ್ಯ, ಡಾ.ಚಿದಂಬರ್ ಅವರು ಇದ್ದರು. bbox=[300, 1172, 760, 1191]
registration-dot bbox=[52, 1412, 60, 1420]
joke-speaker-2: ತಿಮ್ಮ : bbox=[64, 137, 80, 146]
letter-paragraph: ಮೈಸೂರಿನ ಸರಸ್ವತಿಪುರಂ ಬಡಾವಣೆಯಲ್ಲಿ ಕಳೆದ ಹಲವು ದಿನಗಳಿಂದ ಕುಡಿಯುವ ನೀರಿನ ಸರಬರಾಜು ಸಮರ್ಪಕವಾಗಿಲ್ಲ. ನಿವಾಸಿಗಳು ತೀವ್ರ ತೊಂದರೆ ಅನುಭವಿಸುತ್ತಿದ್ದಾರೆ. bbox=[56, 1057, 284, 1078]
feature-bottom-rule bbox=[298, 892, 890, 894]
footer-rule bbox=[36, 1366, 900, 1367]
letter-2-title bbox=[56, 730, 284, 748]
verse-text: 'ಸೃಷ್ಟಿಯು ಸರ್ವ ಅದ್ವಿತೀಯ ಮತ್ತು' ಅದ್ವಿತೀಯವಾದದ್ದು ಏಕೈಕ ಶಕ್ತಿ bbox=[743, 405, 889, 426]
health-column-2: ಆರೋಗ್ಯ ಇಲಾಖೆ ಹಲವಾರು ಕಾರ್ಯಕ್ರಮಗಳನ್ನು ಹಮ್ಮಿಕೊಂಡಿದೆ. ಆದರೆ ಅವು ಸಮರ್ಪಕವಾಗಿ ಫಲಾನುಭವಿಗಳಿಗೆ ತಲುಪುತ್ತಿಲ್ಲ. ಈ ನಿಟ್ಟಿನಲ್ಲಿ ಮಾಧ್ಯಮಗಳು ಜಾಗೃತಿ ಮೂಡಿಸುವ ಕೆಲಸ ಮಾಡಬೇಕು ಎಂದರು. ಆಯುಷ್ಮಾನ್ ಭಾರತ್, ನಮ್ಮ ಕ್ಲಿನಿಕ್ ಮೊದಲಾದ ಯೋಜನೆಗಳ ಮಾಹಿತಿ ನೀಡಿದರು. bbox=[456, 1208, 606, 1260]
feature-col-rule bbox=[738, 205, 739, 887]
registration-dot bbox=[240, 1412, 248, 1420]
health-byline bbox=[300, 968, 620, 986]
section-name: ಮೈಸೂರು ನಗರ bbox=[102, 51, 196, 71]
bullet-square-icon bbox=[56, 736, 63, 743]
letter-signature: –ನಾಗೇಶ್, ಮೈಸೂರು. bbox=[228, 853, 284, 863]
health-col-separator bbox=[765, 898, 766, 1364]
feature-paragraph: ಇಲ್ಲಿ ಧ್ಯಾನ ಯೋಗವನ್ನು ಜ್ಞಾನ ಪ್ರಾಪ್ತಿಯ ಮಾರ್ಗವೆಂದು ಹೇಳಲಾಗಿದೆ. ತರ್ಕದಿಂದ ಸತ್ಯದ ಬಳಿಗೆ ಹೋಗಬಹುದು, ಆದರೆ ಅನುಭವಕ್ಕೆ ಧ್ಯಾನವೇ ಸಾಧನ. bbox=[743, 371, 889, 403]
bullet-square-icon bbox=[56, 1155, 63, 1162]
joke-box bbox=[56, 84, 284, 188]
feature-headline: ಶ್ವೇತಾಶ್ವತರೋಪನಿಷತ್ತು bbox=[441, 150, 751, 196]
registration-dot bbox=[100, 1412, 108, 1420]
verse-text: ಕಿಂ ಕಾರಣಂ ಬ್ರಹ್ಮ? ಕುತಃ ಸ್ಮ ಜಾತಾ? ಜೀವಾಮ ಕೇನ? ಕ್ವ ಚ ಸಂಪ್ರತಿಷ್ಠಾ? ಅಧಿಷ್ಠಿತಾಃ ಕೇನ ಸುಖೇತರೇಷು ವರ್ತಾಮಹೇ ಬ್ರಹ್ಮವಿದೋ ವ್ಯವಸ್ಥಾಮ್? (1.1) bbox=[449, 487, 587, 519]
letter-title: ನಗರಪಾಲಿಕೆಯ ಗಮನಕ್ಕೆ bbox=[68, 1029, 146, 1040]
feature-header bbox=[298, 84, 890, 144]
masthead: ಮೈಸೂರು ಮಿತ್ರ bbox=[458, 49, 544, 68]
verse-text: ಸರ್ವಾನನಶಿರೋಗ್ರೀವಃ ಸರ್ವಭೂತಗುಹಾಶಯಃ bbox=[449, 384, 561, 394]
cartoon-icon bbox=[244, 88, 278, 116]
